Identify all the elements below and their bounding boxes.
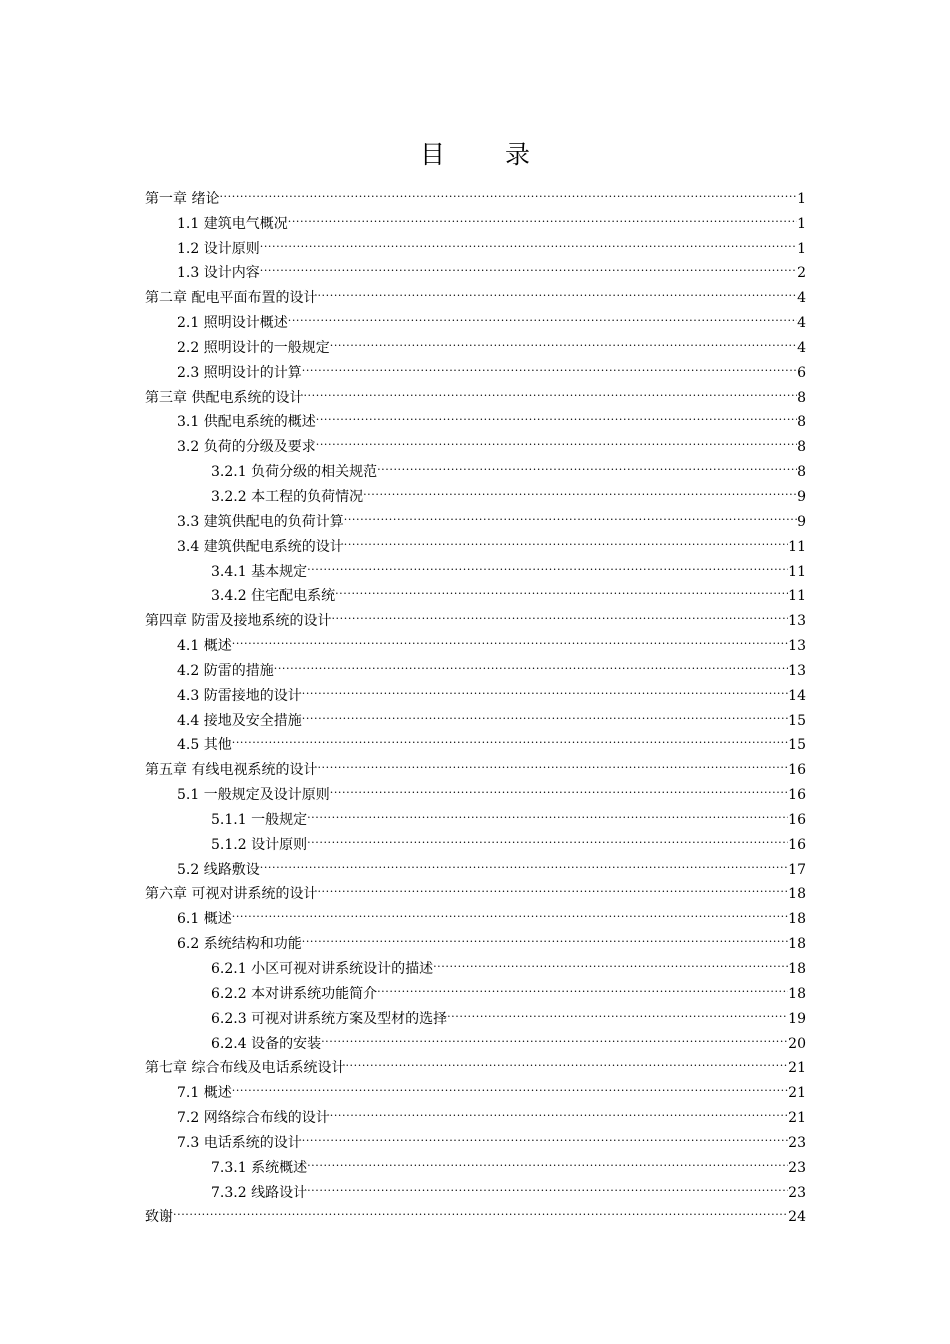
toc-dot-leader: [232, 898, 788, 923]
toc-entry-page-number: 18: [788, 886, 806, 903]
toc-entry-label: 第三章 供配电系统的设计: [145, 389, 304, 406]
toc-entry-label: 3.2 负荷的分级及要求: [177, 439, 316, 456]
toc-dot-leader: [303, 377, 797, 402]
toc-entry-label: 2.3 照明设计的计算: [177, 364, 302, 381]
toc-entry-label: 2.2 照明设计的一般规定: [177, 339, 330, 356]
toc-dot-leader: [260, 228, 797, 253]
toc-dot-leader: [330, 1097, 788, 1122]
toc-entry-page-number: 1: [797, 215, 806, 232]
toc-entry-page-number: 14: [788, 687, 806, 704]
toc-dot-leader: [173, 1197, 788, 1222]
toc-entry-page-number: 4: [797, 315, 806, 332]
toc-entry[interactable]: [145, 178, 806, 207]
toc-entry-label: 6.2.3 可视对讲系统方案及型材的选择: [211, 1010, 448, 1027]
toc-entry-page-number: 16: [788, 762, 806, 779]
toc-entry[interactable]: [145, 923, 806, 953]
toc-entry-page-number: 9: [797, 513, 806, 530]
toc-entry-label: 6.2.2 本对讲系统功能简介: [211, 985, 378, 1002]
toc-entry[interactable]: [145, 1097, 806, 1127]
toc-entry-label: 7.3.2 线路设计: [211, 1184, 308, 1201]
toc-entry-page-number: 21: [788, 1085, 806, 1102]
toc-dot-leader: [447, 998, 788, 1023]
toc-entry-page-number: 6: [797, 364, 806, 381]
toc-entry-page-number: 8: [797, 439, 806, 456]
toc-entry-label: 6.2.1 小区可视对讲系统设计的描述: [211, 961, 434, 977]
toc-entry-label: 4.1 概述: [177, 638, 232, 655]
toc-entry-label: 4.5 其他: [177, 737, 232, 754]
toc-entry-page-number: 16: [788, 787, 806, 804]
toc-entry-page-number: 15: [788, 712, 806, 729]
toc-entry-label: 第六章 可视对讲系统的设计: [145, 886, 318, 903]
toc-dot-leader: [302, 352, 797, 377]
toc-entry-page-number: 8: [797, 414, 806, 431]
toc-entry-page-number: 4: [797, 339, 806, 356]
toc-entry-label: 第二章 配电平面布置的设计: [145, 290, 318, 307]
toc-entry-label: 致谢: [145, 1209, 173, 1226]
toc-entry-page-number: 23: [788, 1159, 806, 1176]
toc-entry-page-number: 1: [797, 190, 806, 207]
toc-entry-page-number: 16: [788, 811, 806, 828]
toc-entry-page-number: 18: [788, 961, 806, 977]
toc-entry-label: 7.2 网络综合布线的设计: [177, 1110, 330, 1127]
toc-entry-label: 4.2 防雷的措施: [177, 662, 274, 679]
toc-entry-label: 7.3.1 系统概述: [211, 1159, 308, 1176]
toc-entry-label: 1.3 设计内容: [177, 265, 260, 282]
toc-dot-leader: [330, 327, 797, 352]
toc-entry-page-number: 2: [797, 265, 806, 282]
toc-entry-label: 5.2 线路敷设: [177, 861, 260, 878]
toc-entry-label: 3.3 建筑供配电的负荷计算: [177, 513, 344, 530]
toc-dot-leader: [344, 501, 797, 526]
toc-title: 目 录: [420, 140, 556, 169]
toc-entry-page-number: 18: [788, 911, 806, 928]
toc-entry-page-number: 9: [797, 488, 806, 505]
toc-entry-label: 5.1 一般规定及设计原则: [177, 787, 330, 804]
toc-dot-leader: [260, 849, 788, 874]
toc-entry-page-number: 13: [788, 613, 806, 630]
toc-dot-leader: [288, 203, 797, 228]
toc-entry-page-number: 21: [788, 1060, 806, 1077]
toc-entry-page-number: 4: [797, 290, 806, 307]
toc-dot-leader: [377, 451, 797, 476]
toc-dot-leader: [335, 576, 788, 601]
toc-entry-label: 3.2.2 本工程的负荷情况: [211, 488, 364, 505]
toc-entry-page-number: 11: [788, 538, 806, 555]
toc-dot-leader: [331, 600, 788, 625]
toc-entry-page-number: 20: [788, 1035, 806, 1052]
toc-entry-label: 6.2.4 设备的安装: [211, 1035, 322, 1052]
toc-entry-label: 5.1.2 设计原则: [211, 836, 308, 853]
toc-entry-label: 4.3 防雷接地的设计: [177, 687, 302, 704]
toc-entry-label: 4.4 接地及安全措施: [177, 712, 302, 729]
toc-dot-leader: [317, 277, 797, 302]
toc-entry-label: 第四章 防雷及接地系统的设计: [145, 613, 332, 630]
toc-entry-page-number: 19: [788, 1010, 806, 1027]
toc-entry-page-number: 23: [788, 1184, 806, 1201]
toc-entry-page-number: 21: [788, 1110, 806, 1127]
toc-dot-leader: [219, 178, 797, 203]
toc-dot-leader: [232, 1072, 788, 1097]
toc-entry-page-number: 18: [788, 936, 806, 953]
toc-entry-label: 1.2 设计原则: [177, 240, 260, 257]
toc-entry-page-number: 18: [788, 985, 806, 1002]
toc-dot-leader: [232, 625, 788, 650]
toc-entry[interactable]: [145, 203, 806, 232]
toc-entry-page-number: 13: [788, 638, 806, 655]
toc-entry[interactable]: [145, 1072, 806, 1102]
toc-entry-page-number: 23: [788, 1134, 806, 1151]
toc-entry-label: 7.3 电话系统的设计: [177, 1134, 302, 1151]
toc-dot-leader: [377, 973, 788, 998]
toc-entry-label: 第七章 综合布线及电话系统设计: [145, 1060, 346, 1077]
toc-dot-leader: [302, 1122, 788, 1147]
toc-dot-leader: [307, 1172, 788, 1197]
toc-entry-page-number: 11: [788, 588, 806, 605]
toc-entry-page-number: 17: [788, 861, 806, 878]
toc-entry-label: 第一章 绪论: [145, 190, 220, 207]
toc-dot-leader: [317, 749, 788, 774]
toc-dot-leader: [307, 824, 788, 849]
toc-entry-page-number: 24: [788, 1209, 806, 1226]
toc-entry[interactable]: [145, 625, 806, 655]
toc-dot-leader: [260, 253, 797, 278]
toc-entry-label: 3.2.1 负荷分级的相关规范: [211, 464, 378, 481]
toc-dot-leader: [307, 551, 788, 576]
toc-dot-leader: [344, 526, 788, 551]
toc-entry-page-number: 8: [797, 464, 806, 481]
toc-entry-label: 6.2 系统结构和功能: [177, 936, 302, 953]
toc-entry[interactable]: [145, 650, 806, 679]
toc-dot-leader: [363, 476, 797, 501]
toc-entry-label: 5.1.1 一般规定: [211, 811, 308, 828]
toc-dot-leader: [307, 799, 788, 824]
toc-entry-page-number: 16: [788, 836, 806, 853]
toc-entry-label: 3.4 建筑供配电系统的设计: [177, 538, 344, 555]
toc-entry[interactable]: [145, 898, 806, 928]
toc-dot-leader: [317, 874, 788, 899]
toc-dot-leader: [274, 650, 788, 675]
toc-dot-leader: [302, 700, 788, 725]
toc-entry-label: 7.1 概述: [177, 1085, 232, 1102]
toc-entry-label: 第五章 有线电视系统的设计: [145, 762, 318, 779]
toc-dot-leader: [345, 1048, 788, 1073]
toc-dot-leader: [330, 774, 788, 799]
toc-entry-label: 6.1 概述: [177, 911, 232, 928]
toc-entry-page-number: 11: [788, 563, 806, 580]
table-of-contents: [145, 178, 806, 1226]
toc-dot-leader: [232, 725, 788, 750]
toc-entry[interactable]: [145, 749, 806, 779]
toc-entry-label: 1.1 建筑电气概况: [177, 215, 288, 232]
toc-entry-page-number: 15: [788, 737, 806, 754]
toc-dot-leader: [307, 1147, 788, 1172]
toc-entry[interactable]: [145, 725, 806, 754]
toc-entry-page-number: 1: [797, 240, 806, 257]
toc-dot-leader: [316, 402, 797, 427]
toc-dot-leader: [316, 426, 797, 451]
toc-dot-leader: [433, 948, 788, 973]
toc-entry-label: 3.4.1 基本规定: [211, 563, 308, 580]
toc-entry-label: 3.4.2 住宅配电系统: [211, 588, 336, 605]
toc-entry-page-number: 8: [797, 389, 806, 406]
toc-entry-label: 2.1 照明设计概述: [177, 315, 288, 332]
toc-entry-label: 3.1 供配电系统的概述: [177, 414, 316, 431]
toc-dot-leader: [288, 302, 797, 327]
toc-dot-leader: [321, 1023, 788, 1048]
toc-entry[interactable]: [145, 1197, 806, 1226]
toc-entry-page-number: 13: [788, 662, 806, 679]
toc-dot-leader: [302, 675, 788, 700]
toc-dot-leader: [302, 923, 788, 948]
